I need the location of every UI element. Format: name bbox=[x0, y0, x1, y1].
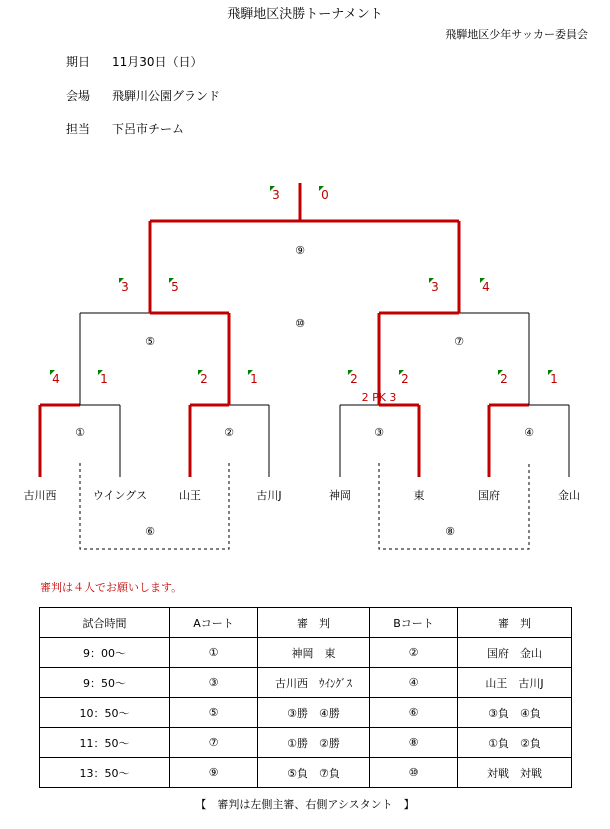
schedule-cell: ①勝 ②勝 bbox=[258, 728, 370, 758]
schedule-cell: 国府 金山 bbox=[458, 638, 572, 668]
match-no-3: ③ bbox=[374, 426, 384, 439]
match-no-9: ⑨ bbox=[295, 244, 305, 257]
r1-score-4b: 1 bbox=[550, 372, 558, 386]
r1-score-1b: 1 bbox=[100, 372, 108, 386]
schedule-cell: 9：00～ bbox=[40, 638, 170, 668]
sf-score-2b: 4 bbox=[482, 280, 490, 294]
match-no-6: ⑥ bbox=[145, 525, 155, 538]
schedule-cell: 山王 古川J bbox=[458, 668, 572, 698]
referee-note: 審判は４人でお願いします。 bbox=[40, 581, 183, 594]
team-name-6: 東 bbox=[413, 489, 425, 502]
r1-score-3b: 2 bbox=[401, 372, 409, 386]
schedule-cell: ⑧ bbox=[370, 728, 458, 758]
schedule-cell: ③負 ④負 bbox=[458, 698, 572, 728]
schedule-row bbox=[40, 698, 572, 728]
schedule-header-row bbox=[40, 608, 572, 638]
r1-score-2a: 2 bbox=[200, 372, 208, 386]
team-name-5: 神岡 bbox=[329, 489, 351, 502]
schedule-cell: 9：50～ bbox=[40, 668, 170, 698]
schedule-header-cell: 試合時間 bbox=[40, 608, 170, 638]
organizer-name: 飛騨地区少年サッカー委員会 bbox=[445, 28, 588, 41]
info-venue-label: 会場 bbox=[66, 89, 91, 103]
final-score-b: 0 bbox=[321, 188, 329, 202]
team-name-1: 古川西 bbox=[23, 489, 57, 502]
schedule-row bbox=[40, 728, 572, 758]
schedule-table bbox=[39, 607, 572, 788]
match-no-8: ⑧ bbox=[445, 525, 455, 538]
team-name-7: 国府 bbox=[478, 489, 500, 502]
team-name-4: 古川J bbox=[256, 489, 282, 502]
schedule-cell: ⑥ bbox=[370, 698, 458, 728]
schedule-cell: 13：50～ bbox=[40, 758, 170, 788]
schedule-cell: ⑤ bbox=[170, 698, 258, 728]
schedule-cell: 10：50～ bbox=[40, 698, 170, 728]
schedule-row bbox=[40, 638, 572, 668]
schedule-row bbox=[40, 758, 572, 788]
match-no-1: ① bbox=[75, 426, 85, 439]
r1-score-4a: 2 bbox=[500, 372, 508, 386]
info-venue-value: 飛騨川公園グランド bbox=[112, 89, 221, 103]
schedule-cell: ③勝 ④勝 bbox=[258, 698, 370, 728]
schedule-cell: ⑤負 ⑦負 bbox=[258, 758, 370, 788]
sf-score-2a: 3 bbox=[431, 280, 439, 294]
schedule-cell: ① bbox=[170, 638, 258, 668]
footer-note: 【 審判は左側主審、右側アシスタント 】 bbox=[195, 798, 415, 811]
r1-score-3a: 2 bbox=[350, 372, 358, 386]
sf-score-1a: 3 bbox=[121, 280, 129, 294]
schedule-header-cell: Bコート bbox=[370, 608, 458, 638]
match-no-7: ⑦ bbox=[454, 335, 464, 348]
schedule-cell: 対戦 対戦 bbox=[458, 758, 572, 788]
pk-result-3: 2 PK 3 bbox=[361, 391, 397, 404]
schedule-cell: ② bbox=[370, 638, 458, 668]
match-no-4: ④ bbox=[524, 426, 534, 439]
match-no-10: ⑩ bbox=[295, 317, 305, 330]
sf-score-1b: 5 bbox=[171, 280, 179, 294]
schedule-header-cell: 審 判 bbox=[258, 608, 370, 638]
r1-score-1a: 4 bbox=[52, 372, 60, 386]
info-charge-value: 下呂市チーム bbox=[112, 122, 185, 136]
schedule-row bbox=[40, 668, 572, 698]
info-charge-label: 担当 bbox=[66, 122, 91, 136]
page-title: 飛騨地区決勝トーナメント bbox=[227, 7, 383, 22]
schedule-cell: 11：50～ bbox=[40, 728, 170, 758]
schedule-cell: ①負 ②負 bbox=[458, 728, 572, 758]
schedule-cell: ③ bbox=[170, 668, 258, 698]
info-date-label: 期日 bbox=[66, 55, 91, 69]
match-no-2: ② bbox=[224, 426, 234, 439]
schedule-cell: 古川西 ｳｲﾝｸﾞｽ bbox=[258, 668, 370, 698]
schedule-cell: ⑩ bbox=[370, 758, 458, 788]
schedule-cell: ⑦ bbox=[170, 728, 258, 758]
final-score-a: 3 bbox=[272, 188, 280, 202]
schedule-cell: ④ bbox=[370, 668, 458, 698]
schedule-cell: 神岡 東 bbox=[258, 638, 370, 668]
team-name-8: 金山 bbox=[558, 489, 580, 502]
info-date-value: 11月30日（日） bbox=[112, 55, 203, 69]
schedule-cell: ⑨ bbox=[170, 758, 258, 788]
team-name-2: ウイングス bbox=[92, 489, 148, 502]
match-no-5: ⑤ bbox=[145, 335, 155, 348]
schedule-header-cell: 審 判 bbox=[458, 608, 572, 638]
r1-score-2b: 1 bbox=[250, 372, 258, 386]
team-name-3: 山王 bbox=[179, 489, 201, 502]
schedule-header-cell: Aコート bbox=[170, 608, 258, 638]
